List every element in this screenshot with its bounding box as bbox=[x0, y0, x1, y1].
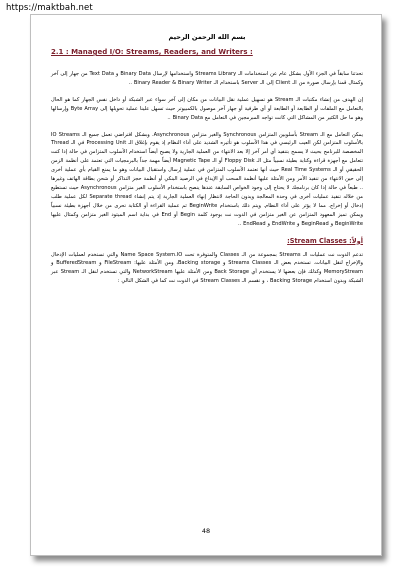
basmala: بسم الله الرحمن الرحيم bbox=[168, 33, 246, 41]
section-title: 2.1 : Managed I/O: Streams, Readers, and Writers : bbox=[51, 48, 253, 56]
source-url: https://maktbah.net bbox=[6, 3, 93, 13]
document-page bbox=[30, 14, 382, 556]
page-number: 48 bbox=[201, 527, 211, 535]
page-content bbox=[51, 33, 363, 294]
paragraph-2: إن الهدف من إنشاء مكتبات الـ Stream هو تسهيل عملية نقل البيانات من مكان إلى آخر سواء عبر الشبكة أو داخل نفس الجهاز كما هو الحال بالتعامل مع الملفات أو الطابعة أو الطابعة أو أي طرفية أو جهاز آخر موصول بالكمبيوتر حيث تسهل علينا عملية تحويلها إلى Byte Array وإرسالها وهو ما حل الكثير من المشاكل التي كانت تواجه المبرمجين في التعامل مع Binary Data .. bbox=[51, 96, 364, 121]
paragraph-1: تحدثنا سابقاً في الجزء الأول بشكل عام عن استخدامات الـ Streams Library واستخدامها لإرسال Binary Data و Text Data من جهاز إلى آخر وكمثال قمنا بإرسال صورة من الـ Client إلى الـ Server باستخدام الـ Binary Reader & Binary Writer .. bbox=[51, 71, 363, 86]
stream-classes-heading: أولاً: Stream Classes: bbox=[287, 236, 363, 245]
paragraph-3: يمكن التعامل مع الـ Stream بأسلوبين المتزامن Synchronous والغير متزامن Asynchronous. وبشكل افتراضي تعمل جميع الـ IO Streams بالأسلوب المتزامن لكن العيب الرئيسي في هذا الأسلوب هو تأثيره الشديد على أداء النظام إذ يقوم بإغلاق الـ Processing Unit في الـ Thread المخصصة للبرنامج بحيث لا يسمح بتنفيذ أي أمر آخر إلا بعد الانتهاء من العملية الجارية ولا يصبح أيضاً استخدام الأسلوب المتزامن في حالة إذا كنت تتعامل مع أجهزة قراءة وكتابة بطيئة نسبياً مثل الـ Floppy Disk أو الـ Magnetic Tape أيضاً مهمة جداً بالبرمجيات التي تعتمد على أنظمة الزمن الحقيقي أو الـ Real Time Systems حيث أنها تعتمد الأسلوب المتزامن في عملية إرسال واستقبال البيانات وهو ما يمنع القيام بأي عملية أخرى إلى حين الانتهاء من تنفيذ الأمر ومن الأمثلة عليها أنظمة السحب أو الإيداع في الرصيد البنكي أو أنظمة حجز التذاكر أو شحن بطاقة الهاتف وغيرها .. طبعاً في حالة إذا كان برنامجك لا يحتاج إلى وجود الخواص السابقة عندها ينصح باستخدام الأسلوب الغير متزامن Asynchronous حيث تستطيع من خلاله تنفيذ عمليات أخرى في وحدة المعالجة ويدون الحاجة لانتظار إنهاء العملية الجارية إذ يتم إنشاء Separate thread لكل عملية طلب إدخال أو إخراج. مما لا يؤثر على أداء النظام. ويتم ذلك باستخدام BeginWrite ثم عملية القراءة أو الكتابة تحرى من خلال أجهزة بطيئة نسبياً ويمكن تميز المعهود المتزامن عن الغير متزامن في الدوت نت بوجود كلمة Begin أو End في بداية اسم الميثود الغير متزامن وكمثال عليها BeginWrite و BeginRead و EndWrite و EndRead .. bbox=[51, 131, 364, 227]
paragraph-4: تدعم الدوت نت عمليات الـ Streams بمجموعة من الـ Classes والمتوفرة تحت Name Space System.IO والتي تستخدم لعمليات الإدخال والإخراج لنقل البيانات. تستخدم بعض الـ Streams Classes و Backing storage، ومن الأمثلة عليها: FileStream و BufferedStream و MemoryStream وكذلك فإن بعضها لا يستخدم أي Back Storage ومن الأمثلة عليها NetworkStream والتي تستخدم لنقل الـ Stream عبر الشبكة وبدون استخدام Backing Storage ، و تقسم الـ Stream Classes في الدوت نت كما في الشكل التالي : bbox=[51, 251, 363, 285]
